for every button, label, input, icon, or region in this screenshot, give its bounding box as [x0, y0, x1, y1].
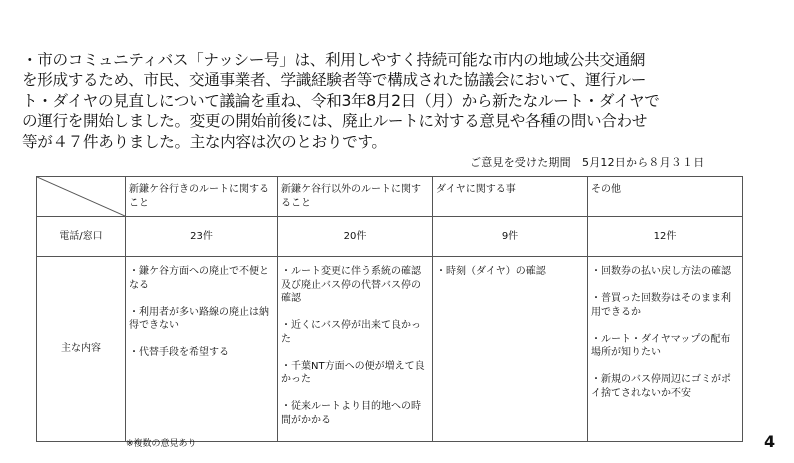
diagonal-line: [37, 177, 125, 216]
content-item: ・鎌ケ谷方面への廃止で不便となる: [129, 266, 269, 291]
count-cell: 23件: [126, 217, 278, 257]
content-item: ・ルート・ダイヤマップの配布場所が知りたい: [591, 333, 731, 358]
footnote: ※複数の意見あり: [126, 439, 197, 449]
intro-line: の運行を開始しました。変更の開始前後には、廃止ルートに対する意見や各種の問い合わせ: [22, 112, 647, 131]
content-cell: [126, 257, 278, 442]
content-item: ・代替手段を希望する: [129, 347, 229, 358]
period-caption: ご意見を受けた期間 5月12日から８月３１日: [470, 156, 705, 169]
content-cell: [588, 257, 743, 442]
page-number: 4: [764, 432, 776, 451]
count-cell: 12件: [588, 217, 743, 257]
opinions-table: [36, 176, 743, 442]
content-item: ・回数券の払い戻し方法の確認: [591, 266, 731, 277]
count-cell: 9件: [433, 217, 588, 257]
phone-row: [37, 217, 743, 257]
header-other: その他: [588, 177, 743, 217]
phone-row-label: 電話/窓口: [37, 217, 126, 257]
content-item: ・新規のバス停周辺にゴミがポイ捨てされないか不安: [591, 374, 731, 399]
header-other-route: 新鎌ケ谷行以外のルートに関すること: [278, 177, 433, 217]
intro-paragraph: [22, 50, 762, 152]
intro-line: 等が４７件ありました。主な内容は次のとおりです。: [22, 132, 387, 151]
content-item: ・千葉NT方面への便が増えて良かった: [281, 360, 425, 385]
header-timetable: ダイヤに関する事: [433, 177, 588, 217]
content-cell: [278, 257, 433, 442]
header-row: [37, 177, 743, 217]
intro-line: ト・ダイヤの見直しについて議論を重ね、令和3年8月2日（月）から新たなルート・ダイヤで: [22, 91, 660, 110]
content-item: ・ルート変更に伴う系統の確認及び廃止バス停の代替バス停の確認: [281, 266, 421, 304]
content-row: [37, 257, 743, 442]
content-item: ・時刻（ダイヤ）の確認: [436, 266, 546, 277]
intro-line: ・市のコミュニティバス「ナッシー号」は、利用しやすく持続可能な市内の地域公共交通網: [22, 51, 646, 69]
content-cell: [433, 257, 588, 442]
content-item: ・利用者が多い路線の廃止は納得できない: [129, 306, 269, 331]
content-item: ・近くにバス停が出来て良かった: [281, 320, 421, 345]
content-item: ・普買った回数券はそのまま利用できるか: [591, 293, 731, 318]
content-row-label: 主な内容: [37, 257, 126, 442]
intro-line: を形成するため、市民、交通事業者、学識経験者等で構成された協議会において、運行ルー: [22, 71, 647, 90]
count-cell: 20件: [278, 217, 433, 257]
content-item: ・従来ルートより目的地への時間がかかる: [281, 401, 421, 426]
header-shinkamagaya-route: 新鎌ケ谷行きのルートに関すること: [126, 177, 278, 217]
corner-cell: [37, 177, 126, 217]
